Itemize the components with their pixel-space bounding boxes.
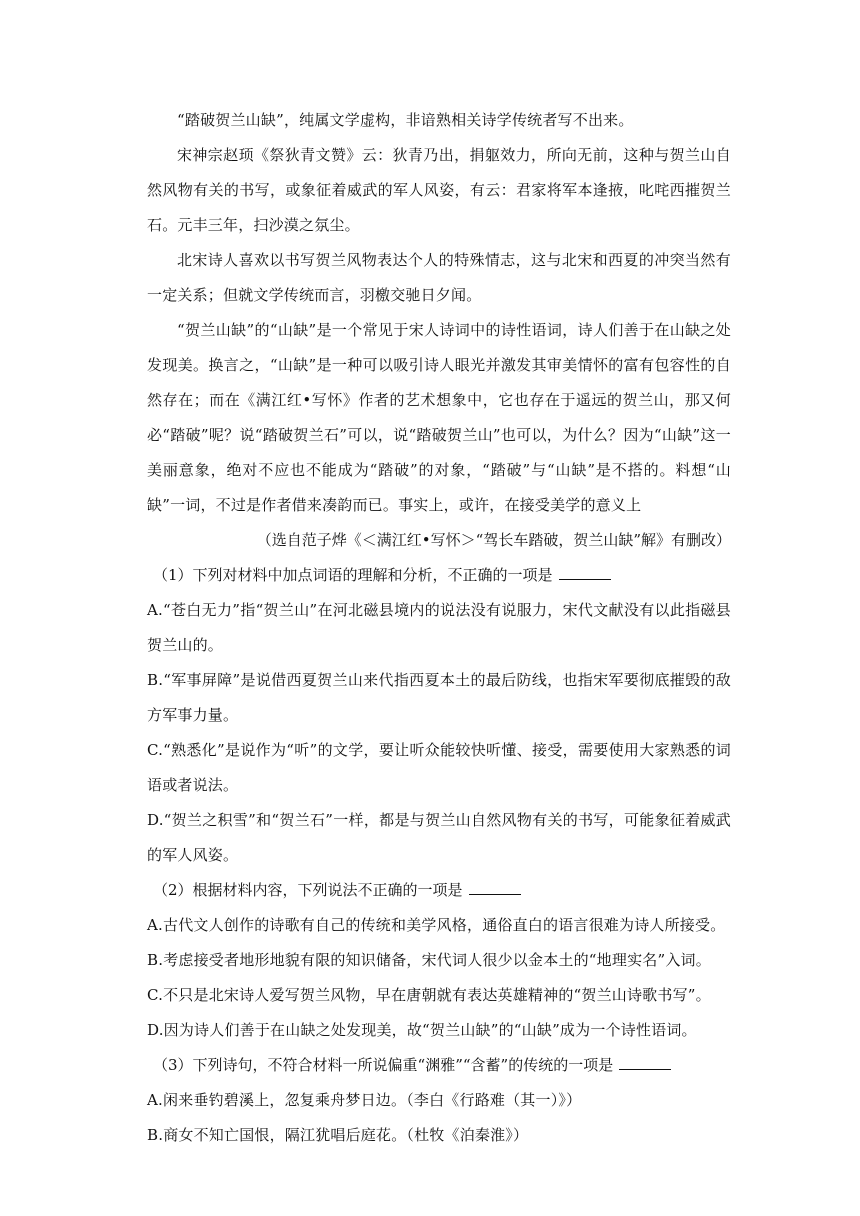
question-2-option-a: A.古代文人创作的诗歌有自己的传统和美学风格，通俗直白的语言很难为诗人所接受。 bbox=[147, 916, 726, 934]
question-1-option-c: C.“熟悉化”是说作为“听”的文学，要让听众能较快听懂、接受，需要使用大家熟悉的词语或者说法。 bbox=[147, 741, 731, 794]
answer-blank-2[interactable] bbox=[469, 880, 521, 895]
answer-blank-1[interactable] bbox=[559, 565, 611, 580]
question-3-stem bbox=[147, 1048, 731, 1083]
document-body bbox=[147, 103, 731, 1153]
question-2-stem bbox=[147, 873, 731, 908]
passage-source: （选自范子烨《＜满江红•写怀＞“驾长车踏破，贺兰山缺”解》有删改） bbox=[256, 531, 731, 549]
passage-paragraph-2: 宋神宗赵顼《祭狄青文赞》云：狄青乃出，捐躯效力，所向无前，这种与贺兰山自然风物有关的书写，或象征着威武的军人风姿，有云：君家将军本逢掖，叱咤西摧贺兰石。元丰三年，扫沙漠之氛尘。 bbox=[147, 146, 731, 234]
question-2-text: （2）根据材料内容，下列说法不正确的一项是 bbox=[153, 881, 463, 899]
passage-paragraph-1: “踏破贺兰山缺”，纯属文学虚构，非谙熟相关诗学传统者写不出来。 bbox=[177, 111, 634, 129]
question-2-option-b: B.考虑接受者地形地貌有限的知识储备，宋代词人很少以金本土的“地理实名”入词。 bbox=[147, 951, 711, 969]
question-3-text: （3）下列诗句，不符合材料一所说偏重“渊雅”“含蓄”的传统的一项是 bbox=[153, 1056, 614, 1074]
question-3-option-b: B.商女不知亡国恨，隔江犹唱后庭花。（杜牧《泊秦淮》） bbox=[147, 1126, 529, 1144]
question-1-option-b: B.“军事屏障”是说借西夏贺兰山来代指西夏本土的最后防线，也指宋军要彻底摧毁的敌方军事力量。 bbox=[147, 671, 731, 724]
question-1-stem bbox=[147, 558, 731, 593]
passage-paragraph-4: “贺兰山缺”的“山缺”是一个常见于宋人诗词中的诗性语词，诗人们善于在山缺之处发现美。换言之，“山缺”是一种可以吸引诗人眼光并激发其审美情怀的富有包容性的自然存在；而在《满江红•写怀》作者的艺术想象中，它也存在于遥远的贺兰山，那又何必“踏破”呢？说“踏破贺兰石”可以，说“踏破贺兰山”也可以，为什么？因为“山缺”这一美丽意象，绝对不应也不能成为“踏破”的对象，“踏破”与“山缺”是不搭的。料想“山缺”一词，不过是作者借来凑韵而已。事实上，或许，在接受美学的意义上 bbox=[147, 321, 731, 514]
answer-blank-3[interactable] bbox=[619, 1055, 671, 1070]
question-2-option-c: C.不只是北宋诗人爱写贺兰风物，早在唐朝就有表达英雄精神的“贺兰山诗歌书写”。 bbox=[147, 986, 711, 1004]
question-3-option-a: A.闲来垂钓碧溪上，忽复乘舟梦日边。（李白《行路难（其一）》） bbox=[147, 1091, 582, 1109]
question-1-option-d: D.“贺兰之积雪”和“贺兰石”一样，都是与贺兰山自然风物有关的书写，可能象征着威武的军人风姿。 bbox=[147, 811, 731, 864]
question-2-option-d: D.因为诗人们善于在山缺之处发现美，故“贺兰山缺”的“山缺”成为一个诗性语词。 bbox=[147, 1021, 697, 1039]
question-1-text: （1）下列对材料中加点词语的理解和分析，不正确的一项是 bbox=[153, 566, 553, 584]
question-1-option-a: A.“苍白无力”指“贺兰山”在河北磁县境内的说法没有说服力，宋代文献没有以此指磁县贺兰山的。 bbox=[147, 601, 731, 654]
passage-paragraph-3: 北宋诗人喜欢以书写贺兰风物表达个人的特殊情志，这与北宋和西夏的冲突当然有一定关系；但就文学传统而言，羽檄交驰日夕闻。 bbox=[147, 251, 731, 304]
